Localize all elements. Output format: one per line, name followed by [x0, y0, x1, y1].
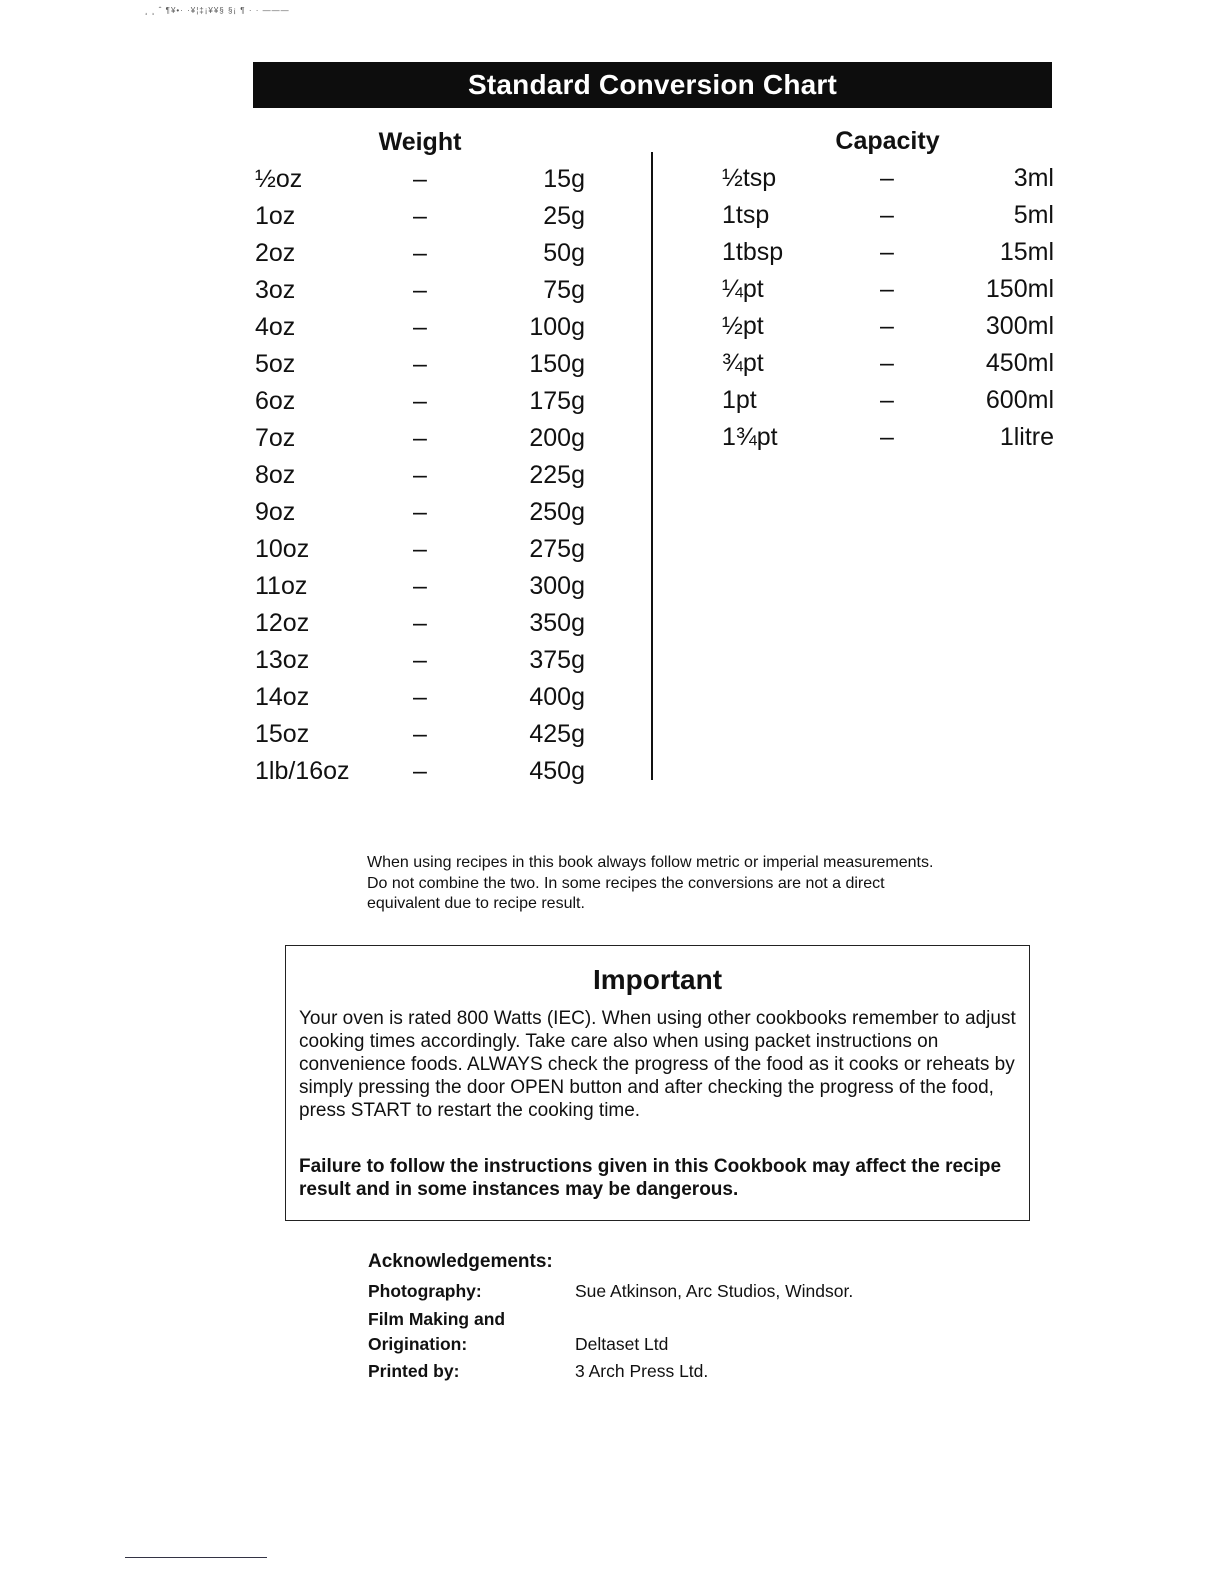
important-title: Important — [592, 964, 723, 995]
acknowledgements-title: Acknowledgements: — [368, 1251, 553, 1272]
capacity-imperial: ½pt — [722, 312, 764, 340]
capacity-row — [722, 164, 1056, 201]
important-box — [285, 945, 1030, 1221]
weight-row — [255, 757, 595, 794]
weight-dash: – — [413, 313, 427, 341]
weight-metric: 100g — [529, 313, 585, 341]
weight-dash: – — [413, 683, 427, 711]
weight-metric: 175g — [529, 387, 585, 415]
weight-dash: – — [413, 350, 427, 378]
weight-row — [255, 609, 595, 646]
capacity-metric: 150ml — [985, 275, 1054, 303]
printed-by-value: 3 Arch Press Ltd. — [575, 1361, 709, 1381]
weight-imperial: 12oz — [255, 609, 310, 637]
weight-row — [255, 313, 595, 350]
weight-row — [255, 683, 595, 720]
weight-metric: 75g — [543, 276, 585, 304]
weight-imperial: 11oz — [255, 572, 308, 600]
weight-dash: – — [413, 276, 427, 304]
origination-value: Deltaset Ltd — [575, 1334, 669, 1354]
weight-imperial: 10oz — [255, 535, 310, 563]
bottom-rule — [125, 1557, 267, 1558]
capacity-dash: – — [880, 201, 894, 229]
weight-dash: – — [413, 535, 427, 563]
weight-row — [255, 498, 595, 535]
weight-metric: 50g — [543, 239, 585, 267]
capacity-metric: 300ml — [985, 312, 1054, 340]
scan-artifact-text: ¸ ¸ ˆ ¶¥•· ·¥¦‡¡¥¥§ §¡ ¶ · · ——— — [145, 6, 290, 15]
weight-imperial: 8oz — [255, 461, 296, 489]
weight-metric: 350g — [529, 609, 585, 637]
weight-dash: – — [413, 646, 427, 674]
capacity-dash: – — [880, 238, 894, 266]
capacity-dash: – — [880, 275, 894, 303]
weight-metric: 200g — [529, 424, 585, 452]
capacity-metric: 5ml — [1013, 201, 1054, 229]
capacity-row — [722, 423, 1056, 460]
weight-dash: – — [413, 165, 427, 193]
capacity-metric: 15ml — [999, 238, 1054, 266]
capacity-metric: 3ml — [1013, 164, 1054, 192]
weight-metric: 25g — [543, 202, 585, 230]
capacity-imperial: ¼pt — [722, 275, 764, 303]
weight-imperial: 6oz — [255, 387, 296, 415]
capacity-metric: 1litre — [999, 423, 1054, 451]
capacity-row — [722, 386, 1056, 423]
capacity-column-title: Capacity — [835, 127, 940, 155]
important-warning: Failure to follow the instructions given in this Cookbook may affect the recipe result and in some instances may be dangerous. — [299, 1156, 1002, 1200]
weight-dash: – — [413, 498, 427, 526]
capacity-table — [722, 164, 1056, 460]
weight-imperial: 4oz — [255, 313, 296, 341]
printed-by-label: Printed by: — [368, 1361, 460, 1381]
capacity-dash: – — [880, 312, 894, 340]
photography-label: Photography: — [368, 1281, 482, 1301]
weight-metric: 250g — [529, 498, 585, 526]
weight-imperial: 7oz — [255, 424, 296, 452]
chart-title: Standard Conversion Chart — [467, 69, 838, 100]
weight-dash: – — [413, 572, 427, 600]
capacity-row — [722, 275, 1056, 312]
weight-metric: 425g — [529, 720, 585, 748]
measurement-note: When using recipes in this book always follow metric or imperial measurements. Do not combine the two. In some recipes the conversions are not a direct equivalent due to recipe result. — [367, 854, 934, 912]
photography-value: Sue Atkinson, Arc Studios, Windsor. — [575, 1281, 854, 1301]
weight-row — [255, 461, 595, 498]
weight-metric: 450g — [529, 757, 585, 785]
weight-dash: – — [413, 202, 427, 230]
weight-row — [255, 239, 595, 276]
weight-row — [255, 350, 595, 387]
capacity-imperial: ¾pt — [722, 349, 764, 377]
weight-dash: – — [413, 757, 427, 785]
film-making-label: Film Making and — [368, 1309, 506, 1329]
weight-imperial: 14oz — [255, 683, 310, 711]
weight-row — [255, 165, 595, 202]
weight-metric: 300g — [529, 572, 585, 600]
weight-imperial: 3oz — [255, 276, 296, 304]
weight-imperial: 15oz — [255, 720, 310, 748]
capacity-dash: – — [880, 164, 894, 192]
weight-metric: 275g — [529, 535, 585, 563]
capacity-metric: 600ml — [985, 386, 1054, 414]
weight-imperial: ½oz — [255, 165, 303, 193]
capacity-imperial: ½tsp — [722, 164, 777, 192]
capacity-imperial: 1¾pt — [722, 423, 778, 451]
weight-row — [255, 572, 595, 609]
capacity-imperial: 1tbsp — [722, 238, 784, 266]
weight-row — [255, 202, 595, 239]
weight-dash: – — [413, 387, 427, 415]
capacity-row — [722, 201, 1056, 238]
weight-dash: – — [413, 720, 427, 748]
capacity-dash: – — [880, 386, 894, 414]
weight-imperial: 13oz — [255, 646, 310, 674]
capacity-dash: – — [880, 349, 894, 377]
weight-row — [255, 535, 595, 572]
capacity-imperial: 1tsp — [722, 201, 770, 229]
weight-row — [255, 646, 595, 683]
chart-title-bar — [253, 62, 1052, 108]
weight-imperial: 5oz — [255, 350, 296, 378]
capacity-metric: 450ml — [985, 349, 1054, 377]
weight-dash: – — [413, 609, 427, 637]
weight-imperial: 9oz — [255, 498, 296, 526]
capacity-imperial: 1pt — [722, 386, 757, 414]
weight-row — [255, 424, 595, 461]
weight-metric: 15g — [543, 165, 585, 193]
important-body: Your oven is rated 800 Watts (IEC). When using other cookbooks remember to adjust cooking times accordingly. Take care also when using packet instructions on convenience foods. ALWAYS check the progress of the food as it cooks or reheats by simply pressing the door OPEN button and after checking the progress of the food, press START to restart the cooking time. — [299, 1008, 1016, 1121]
weight-row — [255, 276, 595, 313]
weight-imperial: 2oz — [255, 239, 296, 267]
weight-column-title: Weight — [378, 128, 462, 156]
weight-row — [255, 720, 595, 757]
capacity-row — [722, 349, 1056, 386]
weight-metric: 225g — [529, 461, 585, 489]
weight-metric: 400g — [529, 683, 585, 711]
weight-imperial: 1oz — [255, 202, 296, 230]
weight-metric: 375g — [529, 646, 585, 674]
weight-table — [255, 165, 595, 794]
weight-dash: – — [413, 461, 427, 489]
weight-metric: 150g — [529, 350, 585, 378]
capacity-dash: – — [880, 423, 894, 451]
capacity-row — [722, 312, 1056, 349]
weight-dash: – — [413, 424, 427, 452]
origination-label: Origination: — [368, 1334, 468, 1354]
weight-dash: – — [413, 239, 427, 267]
weight-imperial: 1lb/16oz — [255, 757, 350, 785]
column-divider — [651, 152, 653, 780]
weight-row — [255, 387, 595, 424]
capacity-row — [722, 238, 1056, 275]
